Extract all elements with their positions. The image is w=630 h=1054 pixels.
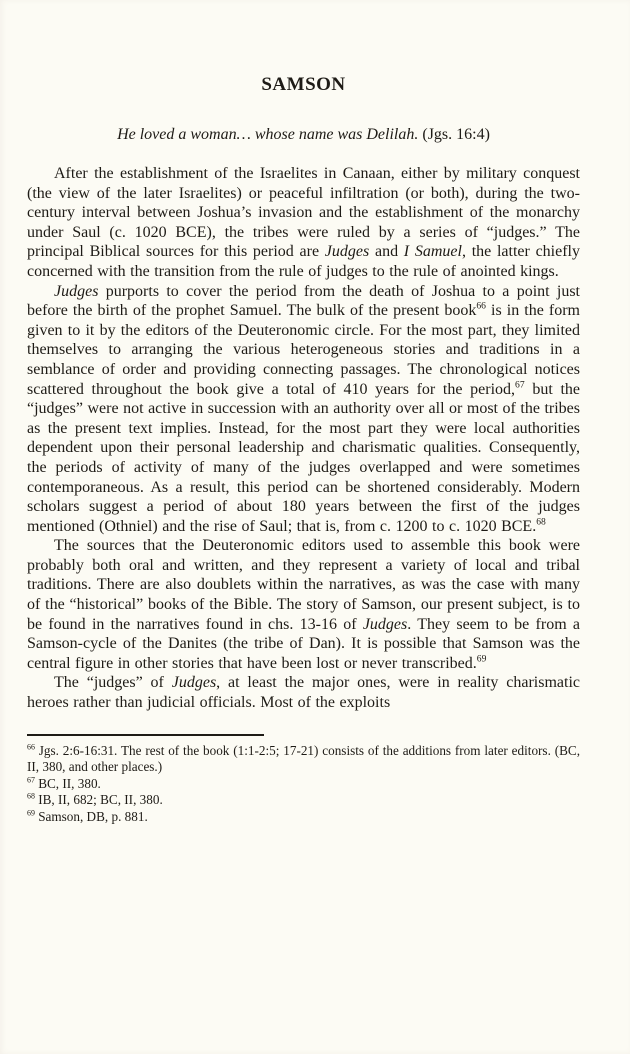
epigraph-quote: He loved a woman… whose name was Delilah. [117, 126, 419, 143]
paragraph: The “judges” of Judges, at least the major ones, were in reality charismatic heroes rather than judicial officials. Most of the exploits [27, 674, 581, 712]
footnote-marker: 67 [27, 775, 35, 785]
epigraph-citation: (Jgs. 16:4) [418, 126, 490, 143]
footnote: $^{66}$ Jgs. 2:6-16:31. The rest of the book (1:1-2:5; 17-21) consists of the additions from later editors. (BC, II, 380, and other places.) [27, 742, 580, 775]
italic-term: I Samuel [403, 243, 462, 261]
body-text [27, 164, 580, 713]
italic-term: Judges [324, 243, 370, 261]
italic-term: Judges [54, 282, 99, 300]
footnote: $^{69}$ Samson, DB, p. 881. [27, 808, 148, 824]
chapter-title: SAMSON [261, 74, 346, 95]
italic-term: Judges [171, 674, 217, 692]
footnote-marker: 69 [27, 808, 35, 818]
page-content [27, 74, 580, 826]
footnote-ref: 69 [476, 653, 487, 665]
footnote-ref: 67 [515, 379, 525, 391]
footnote-ref: 66 [476, 300, 486, 312]
footnote-ref: 68 [536, 516, 546, 528]
paragraph: The sources that the Deuteronomic editors used to assemble this book were probably both oral and written, and they represent a variety of local and tribal traditions. There are also doublets within the narratives, as was the case with many of the “historical” books of the Bible. The story of Samson, our present subject, is to be found in the narratives found in chs. 13-16 of Judges. They seem to be from a Samson-cycle of the Danites (the tribe of Dan). It is possible that Samson was the central figure in other stories that have been lost or never transcribed.$^{69}$ [27, 537, 580, 672]
footnote: $^{68}$ IB, II, 682; BC, II, 380. [27, 792, 163, 808]
footnote-marker: 66 [27, 742, 35, 752]
footnote-marker: 68 [27, 792, 35, 802]
epigraph [27, 124, 580, 145]
footnote-separator [27, 734, 264, 736]
italic-term: Judges [362, 615, 408, 633]
paragraph: After the establishment of the Israelites in Canaan, either by military conquest (the view of the later Israelites) or peaceful infiltration (or both), during the two-century interval between Joshua’s invasion and the establishment of the monarchy under Saul (c. 1020 BCE), the tribes were ruled by a series of “judges.” The principal Biblical sources for this period are Judges and I Samuel, the latter chiefly concerned with the transition from the rule of judges to the rule of anointed kings. [27, 165, 580, 280]
paragraph: Judges purports to cover the period from the death of Joshua to a point just before the birth of the prophet Samuel. The bulk of the present book$^{66}$ is in the form given to it by the editors of the Deuteronomic circle. For the most part, they limited themselves to arranging the various heterogeneous stories and traditions in a semblance of order and providing connecting passages. The chronological notices scattered throughout the book give a total of 410 years for the period,$^{67}$ but the “judges” were not active in succession with an authority over all or most of the tribes as the present text implies. Instead, for the most part they were local authorities dependent upon their personal leadership and charismatic qualities. Consequently, the periods of activity of many of the judges overlapped and were sometimes contemporaneous. As a result, this period can be shortened considerably. Modern scholars suggest a period of about 180 years between the first of the judges mentioned (Othniel) and the rise of Saul; that is, from c. 1200 to c. 1020 BCE.$^{68}$ [27, 282, 580, 535]
footnote: $^{67}$ BC, II, 380. [27, 775, 101, 791]
footnotes [27, 743, 580, 826]
